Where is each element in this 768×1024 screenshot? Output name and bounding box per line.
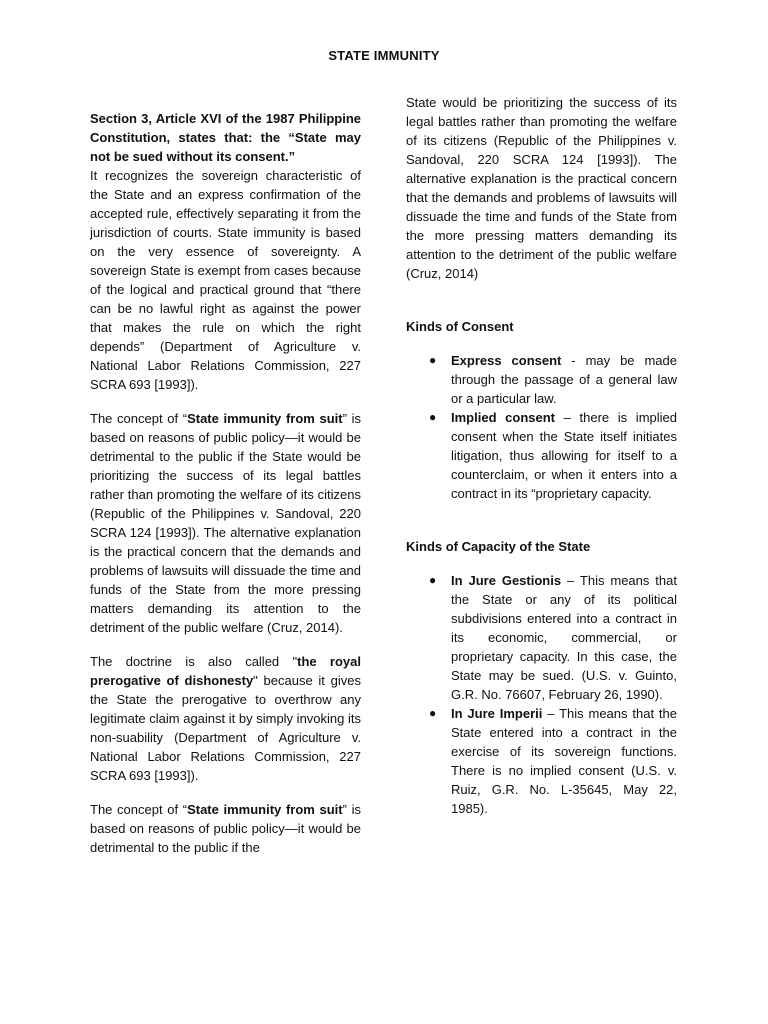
list-term: Implied consent [451, 410, 555, 425]
list-item [406, 571, 677, 704]
list-item [406, 408, 677, 503]
right-column [406, 93, 677, 818]
list-desc: – This means that the State or any of its political subdivisions entered into a contract in its economic, commercial, or proprietary capacity. In this case, the State may be sued. (U.S. v. Guinto, G.R. No. 76607, February 26, 1990). [451, 573, 677, 702]
bold-term: State immunity from suit [187, 802, 343, 817]
paragraph-continuation: State would be prioritizing the success of its legal battles rather than promoting the welfare of its citizens (Republic of the Philippines v. Sandoval, 220 SCRA 124 [1993]). The alternative explanation is the practical concern that the demands and problems of lawsuits will dissuade the time and funds of the State from the more pressing matters demanding its attention to the detriment of the public welfare (Cruz, 2014) [406, 95, 677, 281]
list-desc: – This means that the State entered into a contract in the exercise of its sovereign functions. There is no implied consent (U.S. v. Ruiz, G.R. No. L-35645, May 22, 1985). [451, 706, 677, 816]
paragraph-immunity-concept-repeat [90, 800, 361, 857]
text-run: " because it gives the State the prerogative to overthrow any legitimate claim against it by simply invoking its non-suability (Department of Agriculture v. National Labor Relations Commission, 227 SCRA 693 [1993]). [90, 673, 361, 783]
bullet-icon: ● [429, 706, 437, 720]
list-term: In Jure Imperii [451, 706, 543, 721]
list-item [406, 351, 677, 408]
text-run: The doctrine is also called " [90, 654, 298, 669]
page-title: STATE IMMUNITY [328, 48, 440, 63]
paragraph-constitution [90, 109, 361, 394]
bold-term: the royal prerogative of dishonesty [90, 654, 362, 688]
bullet-icon: ● [429, 410, 437, 424]
paragraph-royal-prerogative [90, 652, 361, 785]
heading-kinds-of-capacity: Kinds of Capacity of the State [406, 539, 591, 554]
list-item [406, 704, 677, 818]
constitution-explanation: It recognizes the sovereign characteristic of the State and an express confirmation of the accepted rule, effectively separating it from the jurisdiction of courts. State immunity is based on the very essence of sovereignty. A sovereign State is exempt from cases because of the logical and practical ground that “there can be no lawful right as against the power that makes the rule on which the right depends” (Department of Agriculture v. National Labor Relations Commission, 227 SCRA 693 [1993]). [90, 168, 361, 392]
list-desc: – there is implied consent when the State itself initiates litigation, thus allowing for itself to a counterclaim, or when it enters into a contract in its “proprietary capacity. [451, 410, 677, 501]
paragraph-immunity-concept [90, 409, 361, 637]
text-run: ” is based on reasons of public policy—it would be detrimental to the public if the [90, 802, 361, 855]
bold-term: State immunity from suit [187, 411, 343, 426]
consent-list [406, 351, 677, 503]
text-run: ” is based on reasons of public policy—it would be detrimental to the public if the State would be prioritizing the success of its legal battles rather than promoting the welfare of its citizens (Republic of the Philippines v. Sandoval, 220 SCRA 124 [1993]). The alternative explanation is the practical concern that the demands and problems of lawsuits will dissuade the time and funds of the State from the more pressing matters demanding its attention to the detriment of the public welfare (Cruz, 2014). [90, 411, 361, 635]
heading-kinds-of-consent: Kinds of Consent [406, 319, 514, 334]
text-run: The concept of “ [90, 411, 188, 426]
left-column [90, 109, 361, 872]
list-term: Express consent [451, 353, 562, 368]
bullet-icon: ● [429, 353, 437, 367]
list-term: In Jure Gestionis [451, 573, 562, 588]
capacity-list [406, 571, 677, 818]
text-run: The concept of “ [90, 802, 188, 817]
list-desc: - may be made through the passage of a general law or a particular law. [451, 353, 677, 406]
bullet-icon: ● [429, 573, 437, 587]
constitution-quote: Section 3, Article XVI of the 1987 Philippine Constitution, states that: the “State may not be sued without its consent.” [90, 111, 361, 164]
